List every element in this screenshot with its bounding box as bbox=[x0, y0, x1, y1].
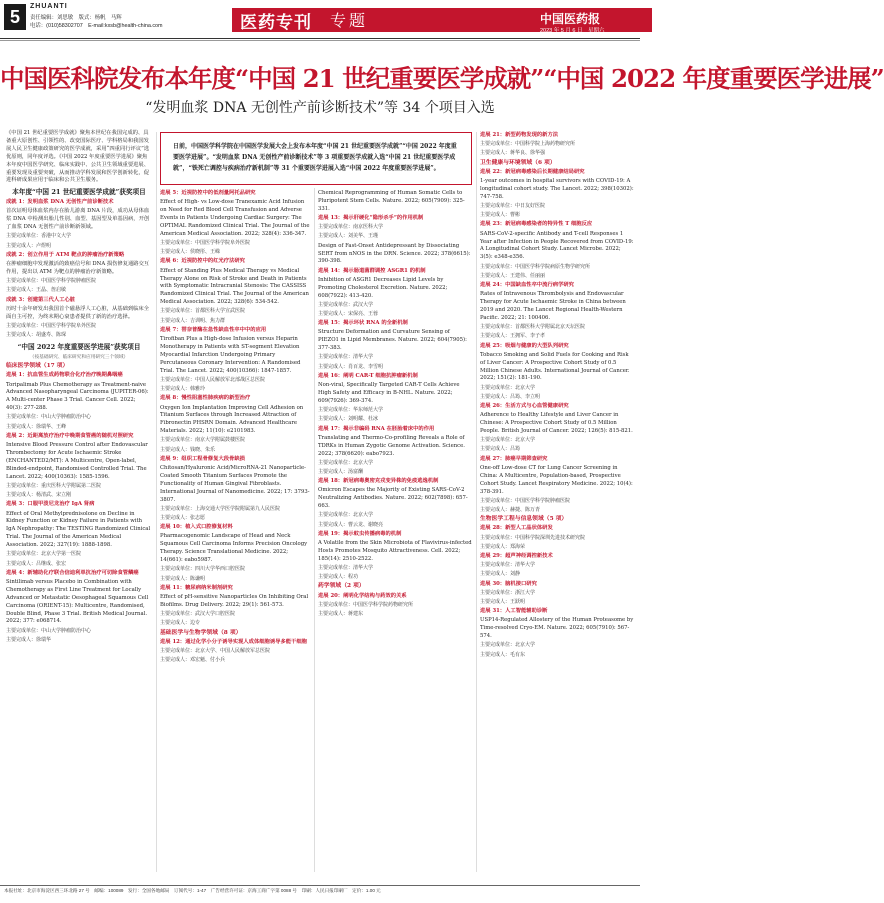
item-body: Tobacco Smoking and Solid Fuels for Cooking and Risk of Liver Cancer: A Prospective Cohort Study of 0.5 Million Chinese Adults. International Journal of Cancer. 2022; 151(2): 181-190. bbox=[480, 351, 630, 382]
item-body: Adherence to Healthy Lifestyle and Liver Cancer in Chinese: A Prospective Cohort Study of 0.5 Million People. British Journal of Cancer. 2022; 126(5): 815-821. bbox=[480, 412, 633, 435]
column-divider bbox=[156, 132, 157, 872]
item-body: USP14-Regulated Allostery of the Human Proteasome by Time-resolved Cryo-EM. Nature. 2022; 605(7910): 567-574. bbox=[480, 617, 634, 640]
item-unit: 主要完成单位：北京大学第一医院 bbox=[6, 551, 82, 558]
item-body: Pharmacogenomic Landscape of Head and Neck Squamous Cell Carcinoma Informs Precision Oncology Therapy. Science Translational Medicine. 2022; 14(661): eabo5987. bbox=[160, 533, 308, 564]
section-note: （按基础研究、临床研究和应用研究三个领域） bbox=[29, 354, 129, 360]
item-body: SARS-CoV-2-specific Antibody and T-cell Responses 1 Year after Infection in People Recovered from COVID-19: A Longitudinal Cohort Study. Lancet Microbe. 2022; 3(5): e348-e356. bbox=[480, 230, 634, 261]
item-unit: 主要完成单位：四川大学华西口腔医院 bbox=[160, 566, 246, 573]
item-list bbox=[160, 190, 310, 628]
column-4 bbox=[480, 132, 634, 882]
item-title: 进展 11：糖尿病纳米制剂研究 bbox=[160, 584, 233, 591]
item-authors: 主要完成人：吕继成、张宏 bbox=[6, 560, 67, 567]
issue-date: 2023 年 5 月 6 日 星期六 bbox=[540, 28, 605, 34]
item-title: 成就 2：创立作用于 ATM 靶点的肿瘤治疗新策略 bbox=[6, 251, 125, 258]
item-title: 进展 29：超声神经调控新技术 bbox=[480, 553, 553, 559]
item-body: Non-viral, Specifically Targeted CAR-T Cells Achieve High Safety and Efficacy in B-NHL. Nature. 2022; 609(7926): 369-374. bbox=[318, 382, 460, 404]
item-title: 进展 15：揭示环状 RNA 的全新机制 bbox=[318, 320, 408, 327]
item-list bbox=[6, 199, 152, 340]
item-title: 成就 3：创建第三代人工心脏 bbox=[6, 296, 76, 303]
item-authors: 主要完成人：汤富酬 bbox=[318, 468, 364, 475]
item-title: 进展 31：人工智能辅助诊断 bbox=[480, 608, 548, 615]
item-body: Structure Deformation and Curvature Sensing of PIEZO1 in Lipid Membranes. Nature. 2022; 604(7905): 377-383. bbox=[318, 329, 467, 352]
item-body: Omicron Escapes the Majority of Existing SARS-CoV-2 Neutralizing Antibodies. Nature. 2022; 602(7898): 657-663. bbox=[318, 487, 468, 510]
column-3 bbox=[318, 190, 472, 882]
lead-box: 日前，中国医学科学院在中国医学发展大会上发布本年度“中国 21 世纪重要医学成就”“中国 2022 年度重要医学进展”。“发明血浆 DNA 无创性产前诊断技术”等 3 项重要医学成就入选“中国 21 世纪重要医学成就”，“铁死亡调控与疾病治疗新机制”等 31 个重要医学进展入选“中国 2022 年度重要医学进展”。 bbox=[160, 132, 472, 185]
item-title: 进展 30：脑机接口研究 bbox=[480, 580, 537, 587]
item-title: 进展 8：慢性阻塞性肺疾病的新型治疗 bbox=[160, 395, 251, 402]
item-body: Toripalimab Plus Chemotherapy as Treatment-naive Advanced Nasopharyngeal Carcinoma (JUPITER-06): A Multi-center Phase 3 Trial. Cancer Cell. 2022; 40(3): 277-288. bbox=[6, 381, 149, 412]
item-unit: 主要完成单位：中国医学科学院肿瘤医院 bbox=[6, 278, 97, 285]
item-authors: 主要完成人：陈谦明 bbox=[160, 575, 206, 582]
item-authors: 主要完成人：毛有东 bbox=[480, 651, 526, 658]
item-unit: 主要完成单位：首都医科大学附属北京天坛医院 bbox=[480, 324, 586, 331]
item-title: 进展 19：揭示蚊虫传播病毒的机制 bbox=[318, 530, 402, 537]
item-authors: 主要完成人：杨清武、宋立刚 bbox=[6, 492, 72, 499]
item-authors: 主要完成人：王建伟、任丽丽 bbox=[480, 272, 546, 279]
item-authors: 主要完成人：吕筠、李立明 bbox=[480, 393, 541, 400]
section-heading: “中国 2022 年度重要医学进展”获奖项目 bbox=[17, 343, 141, 352]
item-unit: 主要完成单位：武汉大学 bbox=[318, 301, 374, 308]
item-authors: 主要完成人：韩雅玲 bbox=[160, 386, 206, 393]
section-heading: 本年度“中国 21 世纪重要医学成就”获奖项目 bbox=[12, 188, 146, 197]
item-authors: 主要完成人：蒋建东 bbox=[318, 611, 364, 617]
editor-line: 责任编辑：刘思敏 版式：杨帆 马辉 bbox=[30, 15, 122, 21]
item-title: 成就 1：发明血浆 DNA 无创性产前诊断技术 bbox=[6, 199, 114, 206]
category-heading: 生物医学工程与信息领域（5 项） bbox=[480, 516, 568, 523]
item-authors: 主要完成人：张志愿 bbox=[160, 515, 206, 522]
item-authors: 主要完成人：徐瑞华 bbox=[6, 636, 52, 643]
item-unit: 主要完成单位：清华大学 bbox=[318, 564, 374, 571]
item-unit: 主要完成单位：北京大学、中国人民解放军总医院 bbox=[160, 647, 271, 654]
item-title: 进展 17：揭示非编码 RNA 在胚胎着床中的作用 bbox=[318, 425, 435, 432]
item-body: Chemical Reprogramming of Human Somatic Cells to Pluripotent Stem Cells. Nature. 2022; 605(7909): 325-331. bbox=[318, 190, 465, 212]
item-unit: 主要完成单位：中国科学院上海药物研究所 bbox=[480, 141, 576, 148]
item-list bbox=[480, 525, 634, 659]
item-unit: 主要完成单位：中国医学科学院病原生物学研究所 bbox=[480, 263, 591, 270]
item-unit: 主要完成单位：清华大学 bbox=[480, 562, 536, 569]
item-unit: 主要完成单位：香港中文大学 bbox=[6, 233, 72, 240]
item-title: 进展 1：抗血管生成药物联合化疗治疗晚期鼻咽癌 bbox=[6, 372, 123, 379]
item-list bbox=[318, 593, 472, 619]
column-1 bbox=[6, 130, 152, 882]
item-unit: 主要完成单位：北京大学 bbox=[480, 642, 536, 649]
item-title: 进展 14：揭示肠道菌群调控 ASGR1 的机制 bbox=[318, 267, 426, 274]
item-body: Sintilimab versus Placebo in Combination with Chemotherapy as First Line Treatment for Locally Advanced or Metastatic Oesophageal Squamous Cell Carcinoma (ORIENT-15): Multicentre, Randomised, Double Blind, Phase 3 Trial. British Medical Journal. 2022; 377: e068714. bbox=[6, 578, 149, 625]
item-authors: 主要完成人：曹彬 bbox=[480, 212, 521, 219]
column-divider bbox=[314, 188, 315, 872]
column-divider bbox=[476, 132, 477, 872]
item-title: 进展 21：新型药物发现的新方法 bbox=[480, 132, 559, 138]
item-list bbox=[6, 372, 152, 644]
item-list bbox=[318, 190, 472, 582]
subheadline: “发明血浆 DNA 无创性产前诊断技术”等 34 个项目入选 bbox=[145, 100, 495, 116]
contact-line: 电话：(010)58302707 E-mail:kxsb@health-china.com bbox=[30, 23, 163, 29]
item-title: 进展 24：中国缺血性卒中流行病学研究 bbox=[480, 281, 574, 288]
item-title: 进展 28：新型人工晶状体研发 bbox=[480, 525, 553, 532]
item-body: Oxygen Ion Implantation Improving Cell Adhesion on Titanium Surfaces through Increased Attraction of Fibronectin PHSRN Domain. Advanced Healthcare Materials. 2022; 11(10): e2101983. bbox=[160, 404, 304, 435]
item-authors: 主要完成人：胡盛寿、陈琛 bbox=[6, 332, 67, 339]
item-title: 进展 10：植入式口腔修复材料 bbox=[160, 524, 233, 531]
item-title: 进展 3：口服甲泼尼龙治疗 IgA 肾病 bbox=[6, 501, 95, 508]
item-unit: 主要完成单位：南京医科大学 bbox=[318, 224, 384, 231]
column-2 bbox=[160, 190, 310, 882]
category-heading: 卫生健康与环境领域（6 项） bbox=[480, 159, 556, 166]
item-title: 进展 12：通过化学小分子诱导实现人成体细胞诱导多能干细胞 bbox=[160, 638, 307, 645]
item-title: 进展 18：新冠病毒奥密克戎变异株的免疫逃逸机制 bbox=[318, 478, 439, 485]
item-authors: 主要完成人：程功 bbox=[318, 574, 359, 581]
item-authors: 主要完成人：吕筠 bbox=[480, 446, 521, 453]
brand-title: 医药专刊 bbox=[240, 13, 312, 33]
item-authors: 主要完成人：王晶、詹启敏 bbox=[6, 287, 67, 294]
headline: 中国医科院发布本年度“中国 21 世纪重要医学成就”“中国 2022 年度重要医学进展” bbox=[0, 64, 884, 93]
item-list bbox=[480, 132, 634, 158]
item-body: Design of Fast-Onset Antidepressant by Dissociating SERT from nNOS in the DRN. Science. 2022; 378(6615): 390-398. bbox=[318, 242, 471, 265]
item-body: 首次证明母体血浆内存在胎儿游离 DNA 片段，成功从母体血浆 DNA 中检测出胎儿性别、血型、基因型及单基因病，开创了血浆 DNA 无创性产前诊断新领域。 bbox=[6, 208, 150, 231]
item-authors: 主要完成人：郑海荣 bbox=[480, 543, 526, 550]
item-unit: 主要完成单位：北京大学 bbox=[480, 437, 536, 444]
item-body: Intensive Blood Pressure Control after Endovascular Thrombectomy for Acute Ischaemic Stroke (ENCHANTED2/MT): A Multicentre, Open-label, Blinded-endpoint, Randomised Controlled Trial. The Lancet. 2022; 400(10363): 1585-1596. bbox=[6, 442, 148, 480]
item-body: Effect of pH-sensitive Nanoparticles On Inhibiting Oral Biofilms. Drug Delivery. 2022; 29(1): 561-573. bbox=[160, 594, 309, 608]
item-unit: 主要完成单位：中山大学肿瘤防治中心 bbox=[6, 414, 92, 421]
item-body: One-off Low-dose CT for Lung Cancer Screening in China: A Multicentre, Population-based, Prospective Cohort Study. Lancet Respiratory Medicine. 2022; 10(4): 378-391. bbox=[480, 464, 633, 495]
item-title: 进展 6：近视防控中的红光疗法研究 bbox=[160, 258, 245, 265]
item-title: 进展 9：组织工程骨修复大段骨缺损 bbox=[160, 455, 245, 462]
item-unit: 主要完成单位：中国医学科学院肿瘤医院 bbox=[480, 497, 571, 504]
item-authors: 主要完成人：王跃明 bbox=[480, 599, 526, 606]
item-title: 进展 20：阐明化学结构与药效的关系 bbox=[318, 592, 407, 599]
item-title: 进展 2：近距离放疗治疗中晚期食管癌的随机对照研究 bbox=[6, 432, 134, 439]
item-body: Effect of High- vs Low-dose Tranexamic Acid Infusion on Need for Red Blood Cell Transfusion and Adverse Events in Patients Undergoing Cardiac Surgery: The OPTIMAL Randomized Clinical Trial. The Journal of the American Medical Association. 2022; 328(4): 336-347. bbox=[160, 199, 310, 237]
item-authors: 主要完成人：蒋华良、徐华强 bbox=[480, 150, 546, 157]
item-authors: 主要完成人：刘明耀、杜冰 bbox=[318, 416, 379, 423]
item-authors: 主要完成人：曹云龙、谢晓亮 bbox=[318, 521, 384, 528]
item-title: 进展 23：新冠病毒感染者的特异性 T 细胞反应 bbox=[480, 221, 593, 228]
item-authors: 主要完成人：侯晓彤、王嵘 bbox=[160, 249, 221, 256]
category-heading: 药学领域（2 项） bbox=[318, 583, 365, 590]
item-title: 进展 5：近视防控中的低剂量阿托品研究 bbox=[160, 190, 256, 196]
category-heading: 临床医学领域（17 项） bbox=[6, 363, 69, 370]
item-authors: 主要完成人：刘美华、王瑾 bbox=[318, 233, 379, 240]
item-list bbox=[480, 169, 634, 515]
subject-title: 专题 bbox=[330, 11, 369, 30]
intro-text: 《中国 21 世纪重要医学成就》聚焦本世纪在我国完成的、具备重大原创性、引领性的、改变国际医疗、学科格局和我国发展人民卫生健康政策研究的医学成就，采用“四重同行评议”选优原则，同年度评选。《中国 2022 年度重要医学进展》聚焦本年度中国医学研究、临床实践中、公共卫生领域重要进展、重要发现及重要突破，从而推动学科发展和医学创新转化，促进科研成果应用于临床和公共卫生服务。 bbox=[6, 130, 150, 184]
item-title: 进展 4：新辅助化疗联合信迪利单抗治疗可切除食管鳞癌 bbox=[6, 569, 139, 576]
item-authors: 主要完成人：肖百龙、李雪明 bbox=[318, 363, 384, 370]
header-rule bbox=[0, 38, 640, 39]
item-title: 进展 27：肺癌早期筛查研究 bbox=[480, 455, 548, 462]
footer: 本报社址：北京市海淀区西三环北路 27 号 邮编：100089 发行：全国各地邮局 订阅代号：1-47 广告经营许可证：京海工商广字第 0088 号 印刷：人民日报印刷厂 定价：1.00 元 bbox=[0, 885, 640, 896]
item-unit: 主要完成单位：清华大学 bbox=[318, 354, 374, 361]
item-unit: 主要完成单位：北京大学 bbox=[480, 384, 536, 391]
item-title: 进展 22：新冠病毒感染后长期健康结局研究 bbox=[480, 168, 585, 175]
section-label: ZHUANTI bbox=[30, 3, 68, 10]
item-title: 进展 7：替奈普酶在急性缺血性卒中中的应用 bbox=[160, 326, 267, 333]
item-authors: 主要完成人：宋保亮、王蓉 bbox=[318, 311, 379, 318]
item-unit: 主要完成单位：中日友好医院 bbox=[480, 203, 546, 210]
item-unit: 主要完成单位：重庆医科大学附属第二医院 bbox=[6, 482, 102, 489]
item-title: 进展 13：揭示肝硬化“隐形杀手”的作用机制 bbox=[318, 215, 424, 222]
category-heading: 基础医学与生物学领域（8 项） bbox=[160, 629, 242, 636]
item-title: 进展 16：阐明 CAR-T 细胞抗肿瘤新机制 bbox=[318, 372, 418, 379]
page-number: 5 bbox=[4, 4, 26, 30]
item-body: Chitosan/Hyaluronic Acid/MicroRNA-21 Nanoparticle-Coated Smooth Titanium Surfaces Promote the Functionality of Human Gingival Fibroblasts. International Journal of Nanomedicine. 2022; 17: 3793-3807. bbox=[160, 465, 310, 503]
item-unit: 主要完成单位：武汉大学口腔医院 bbox=[160, 611, 236, 618]
item-body: 在肿瘤细胞中发现激活的致癌信号和 DNA 损伤修复通路交互作用，提出以 ATM 为靶点的肿瘤治疗新策略。 bbox=[6, 261, 150, 275]
item-unit: 主要完成单位：中国人民解放军北部战区总医院 bbox=[160, 376, 266, 383]
item-body: Effect of Oral Methylprednisolone on Decline in Kidney Function or Kidney Failure in Patients with IgA Nephropathy: The TESTING Randomized Clinical Trial. The Journal of the American Medical Association. 2022; 327(19): 1888-1898. bbox=[6, 510, 151, 549]
item-body: 历时十余年研发出我国首个磁悬浮人工心脏，从基础到临床全面自主可控，为终末期心衰患者提供了新的治疗选择。 bbox=[6, 305, 150, 320]
item-unit: 主要完成单位：中国医学科学院阜外医院 bbox=[6, 322, 97, 329]
item-list bbox=[160, 639, 310, 665]
item-unit: 主要完成单位：上海交通大学医学院附属第九人民医院 bbox=[160, 505, 281, 512]
item-authors: 主要完成人：边专 bbox=[160, 620, 201, 627]
item-title: 进展 25：吸烟与健康的大型队列研究 bbox=[480, 342, 569, 349]
item-authors: 主要完成人：邓宏魁、付小兵 bbox=[160, 657, 226, 664]
item-unit: 主要完成单位：华东师范大学 bbox=[318, 407, 384, 414]
item-body: Inhibition of ASGR1 Decreases Lipid Levels by Promoting Cholesterol Excretion. Nature. 2022; 608(7922): 413-420. bbox=[318, 276, 448, 299]
item-unit: 主要完成单位：首都医科大学宣武医院 bbox=[160, 308, 246, 315]
item-authors: 主要完成人：王拥军、李子孝 bbox=[480, 333, 546, 340]
item-authors: 主要完成人：徐瑞华、王峰 bbox=[6, 423, 67, 430]
item-body: A Volatile from the Skin Microbiota of Flavivirus-infected Hosts Promotes Mosquito Attractiveness. Cell. 2022; 185(14): 2510-2522. bbox=[318, 539, 472, 562]
item-body: Effect of Standing Plus Medical Therapy vs Medical Therapy Alone on Risk of Stroke and Death in Patients with Symptomatic Intracranial Stenosis: The CASSISS Randomized Clinical Trial. The Journal of the American Medical Association. 2022; 328(6): 534-542. bbox=[160, 267, 309, 306]
item-unit: 主要完成单位：中国科学院深圳先进技术研究院 bbox=[480, 534, 586, 541]
item-authors: 主要完成人：赫捷、陈万青 bbox=[480, 506, 541, 513]
paper-name: 中国医药报 bbox=[540, 12, 601, 26]
item-authors: 主要完成人：刘静 bbox=[480, 571, 521, 578]
item-body: Rates of Intravenous Thrombolysis and Endovascular Therapy for Acute Ischaemic Stroke in China between 2019 and 2020. The Lancet Regional Health-Western Pacific. 2022; 21: 100406. bbox=[480, 291, 626, 321]
item-unit: 主要完成单位：浙江大学 bbox=[480, 589, 536, 596]
item-unit: 主要完成单位：中国医学科学院药物研究所 bbox=[318, 601, 414, 608]
item-title: 进展 26：生活方式与心血管健康研究 bbox=[480, 403, 569, 410]
item-body: Translating and Thermo-Co-profiling Reveals a Role of TDRKs in Human Zygotic Genome Activation. Science. 2022; 378(6620): eabo7923. bbox=[318, 434, 465, 457]
item-unit: 主要完成单位：中国医学科学院阜外医院 bbox=[160, 240, 251, 247]
item-unit: 主要完成单位：北京大学 bbox=[318, 459, 374, 466]
header-rule-thin bbox=[0, 40, 640, 41]
item-body: 1-year outcomes in hospital survivors with COVID-19: A longitudinal cohort study. The Lancet. 2022; 398(10302): 747-758. bbox=[480, 178, 634, 200]
item-unit: 主要完成单位：中山大学肿瘤防治中心 bbox=[6, 627, 92, 634]
item-authors: 主要完成人：钱晓、朱乐 bbox=[160, 446, 216, 453]
item-unit: 主要完成单位：南京大学附属鼓楼医院 bbox=[160, 437, 246, 444]
item-authors: 主要完成人：卢煜明 bbox=[6, 242, 52, 249]
item-body: Tirofiban Plus a High-dose Infusion versus Heparin Monotherapy in Patients with ST-segment Elevation Myocardial Infarction Undergoing Primary Percutaneous Coronary Intervention: A Randomised Trial. The Lancet. 2022; 400(10366): 1847-1857. bbox=[160, 336, 301, 374]
item-unit: 主要完成单位：北京大学 bbox=[318, 512, 374, 519]
item-authors: 主要完成人：吉训明、焦力群 bbox=[160, 317, 226, 324]
